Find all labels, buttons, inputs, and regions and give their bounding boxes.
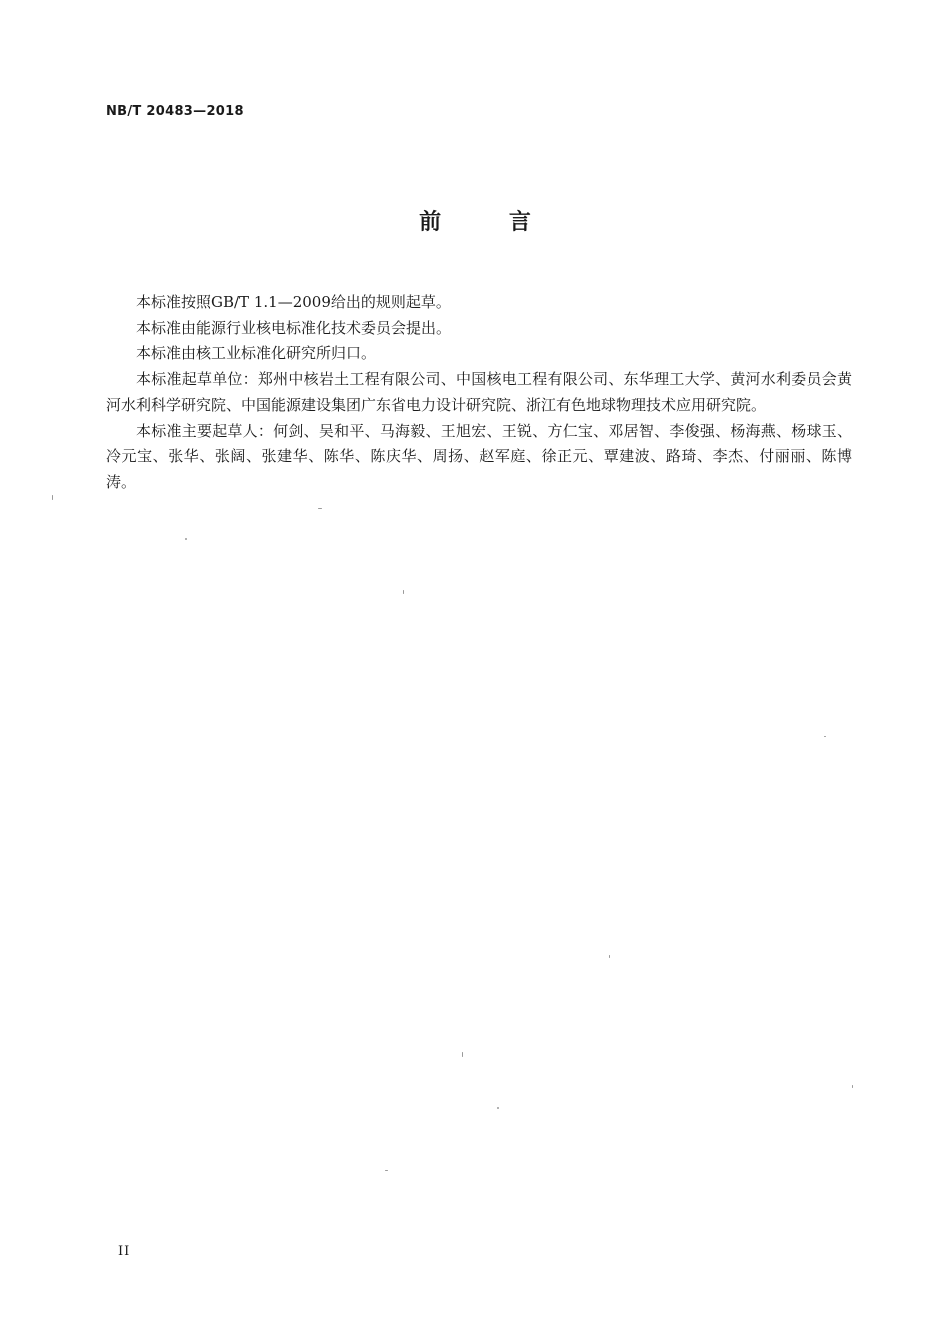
scan-speck (852, 1085, 853, 1088)
scan-speck (497, 1107, 499, 1109)
paragraph-drafting-rules: 本标准按照GB/T 1.1—2009给出的规则起草。 (136, 293, 451, 311)
standard-code-header: NB/T 20483—2018 (106, 104, 244, 119)
scan-speck (824, 736, 826, 737)
scan-speck (403, 590, 404, 594)
paragraph-proposed-by: 本标准由能源行业核电标准化技术委员会提出。 (136, 318, 452, 337)
paragraph-main-drafters: 本标准主要起草人：何剑、吴和平、马海毅、王旭宏、王锐、方仁宝、邓居智、李俊强、杨海燕、杨球玉、冷元宝、张华、张阔、张建华、陈华、陈庆华、周扬、赵军庭、徐正元、覃建波、路琦、李杰、付丽丽、陈博涛。 (106, 421, 852, 491)
scan-speck (385, 1170, 388, 1171)
scan-speck (318, 508, 322, 509)
scan-speck (462, 1052, 463, 1057)
paragraph-centralized-by: 本标准由核工业标准化研究所归口。 (136, 344, 377, 363)
page-number: II (118, 1244, 131, 1259)
scan-speck (52, 495, 53, 500)
body-text (106, 290, 852, 496)
scan-speck (609, 955, 610, 958)
scan-speck (185, 538, 187, 540)
section-title: 前 言 (419, 210, 561, 235)
paragraph-drafting-units: 本标准起草单位：郑州中核岩土工程有限公司、中国核电工程有限公司、东华理工大学、黄河水利委员会黄河水利科学研究院、中国能源建设集团广东省电力设计研究院、浙江有色地球物理技术应用研究院。 (106, 370, 852, 414)
